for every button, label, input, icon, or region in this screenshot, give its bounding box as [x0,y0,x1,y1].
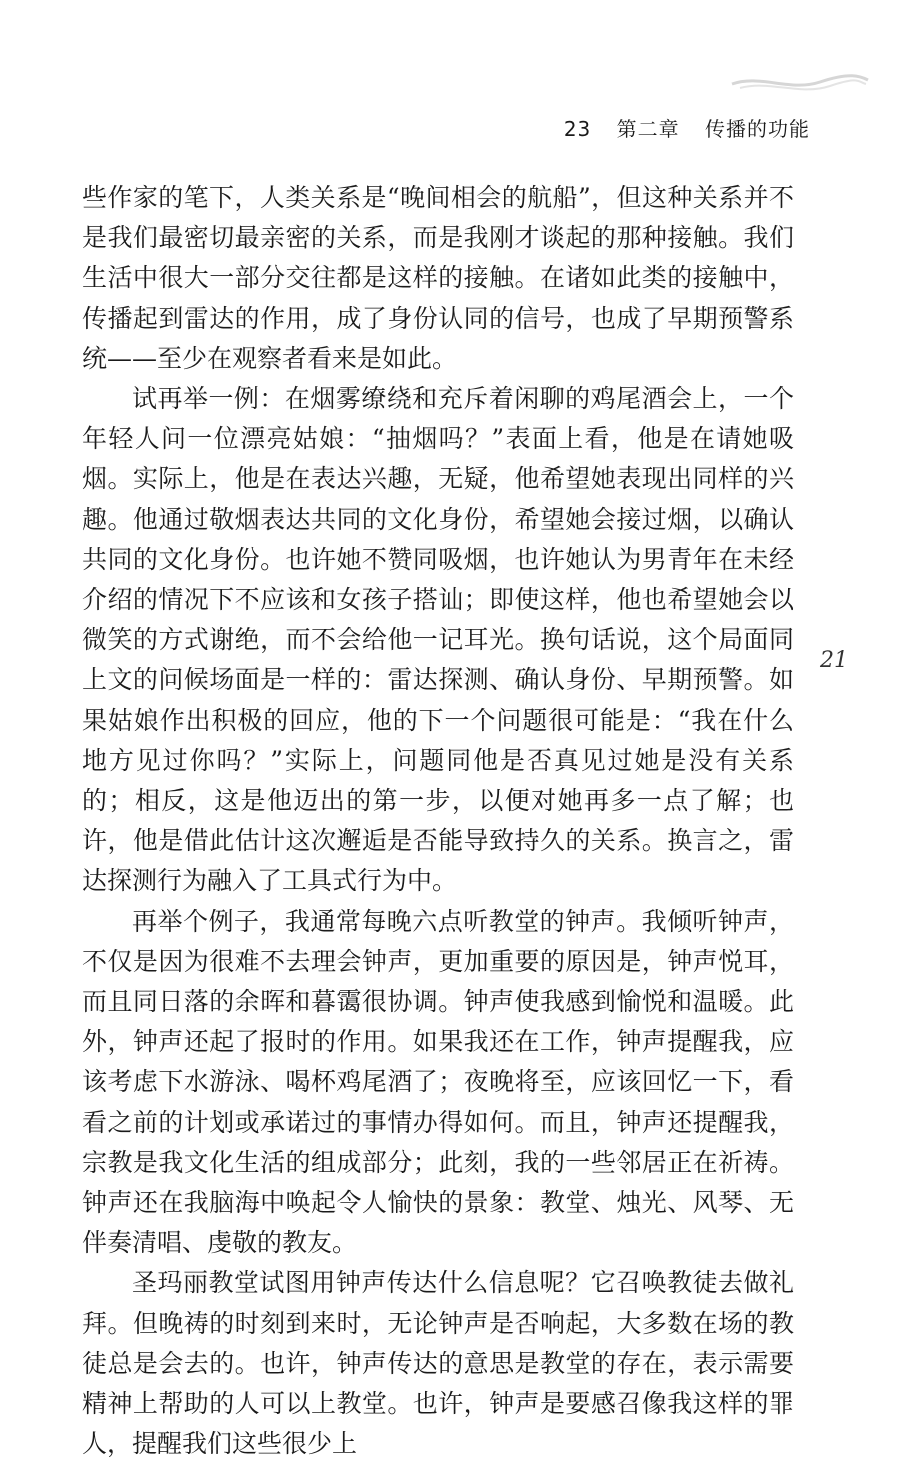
page-number: 23 [563,117,592,141]
paragraph: 圣玛丽教堂试图用钟声传达什么信息呢？它召唤教徒去做礼拜。但晚祷的时刻到来时，无论钟声是否响起，大多数在场的教徒总是会去的。也许，钟声传达的意思是教堂的存在，表示需要精神上帮助的人可以上教堂。也许，钟声是要感召像我这样的罪人，提醒我们这些很少上 [82,1268,794,1459]
paragraph: 再举个例子，我通常每晚六点听教堂的钟声。我倾听钟声，不仅是因为很难不去理会钟声，更加重要的原因是，钟声悦耳，而且同日落的余晖和暮霭很协调。钟声使我感到愉悦和温暖。此外，钟声还起了报时的作用。如果我还在工作，钟声提醒我，应该考虑下水游泳、喝杯鸡尾酒了；夜晚将至，应该回忆一下，看看之前的计划或承诺过的事情办得如何。而且，钟声还提醒我，宗教是我文化生活的组成部分；此刻，我的一些邻居正在祈祷。钟声还在我脑海中唤起令人愉快的景象：教堂、烛光、风琴、无伴奏清唱、虔敬的教友。 [82,906,794,1258]
chapter-label: 第二章 [616,117,680,141]
body-text [82,178,794,1465]
margin-page-marker: 21 [820,648,848,673]
paragraph: 些作家的笔下，人类关系是“晚间相会的航船”，但这种关系并不是我们最密切最亲密的关系，而是我刚才谈起的那种接触。我们生活中很大一部分交往都是这样的接触。在诸如此类的接触中，传播起到雷达的作用，成了身份认同的信号，也成了早期预警系统——至少在观察者看来是如此。 [82,183,794,373]
chapter-title: 传播的功能 [705,117,810,141]
running-header [564,113,810,142]
paragraph: 试再举一例：在烟雾缭绕和充斥着闲聊的鸡尾酒会上，一个年轻人问一位漂亮姑娘：“抽烟吗？”表面上看，他是在请她吸烟。实际上，他是在表达兴趣，无疑，他希望她表现出同样的兴趣。他通过敬烟表达共同的文化身份，希望她会接过烟，以确认共同的文化身份。也许她不赞同吸烟，也许她认为男青年在未经介绍的情况下不应该和女孩子搭讪；即使这样，他也希望她会以微笑的方式谢绝，而不会给他一记耳光。换句话说，这个局面同上文的问候场面是一样的：雷达探测、确认身份、早期预警。如果姑娘作出积极的回应，他的下一个问题很可能是：“我在什么地方见过你吗？”实际上，问题同他是否真见过她是没有关系的；相反，这是他迈出的第一步，以便对她再多一点了解；也许，他是借此估计这次邂逅是否能导致持久的关系。换言之，雷达探测行为融入了工具式行为中。 [82,384,794,896]
decorative-flourish-icon [730,70,870,100]
